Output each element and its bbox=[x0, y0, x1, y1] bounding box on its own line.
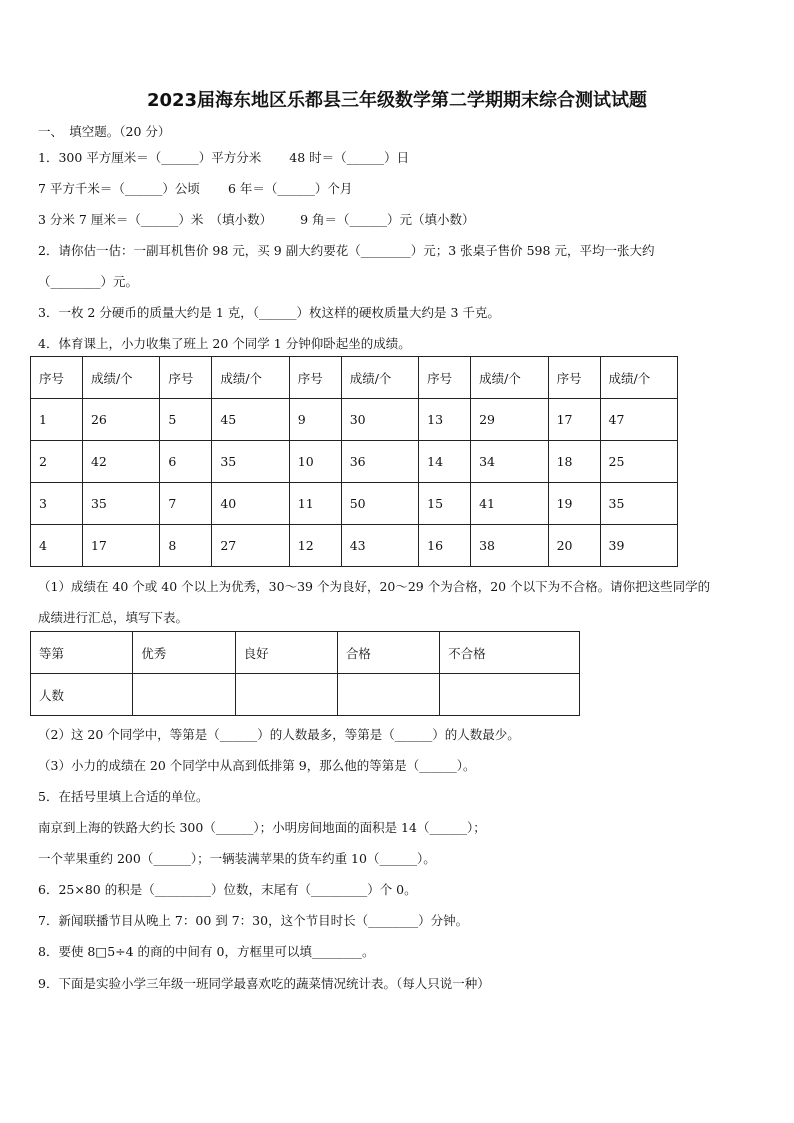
table-cell: 40 bbox=[212, 483, 289, 525]
table-cell: 14 bbox=[419, 441, 471, 483]
question-1-row-2 bbox=[38, 179, 352, 197]
table-cell: 41 bbox=[471, 483, 548, 525]
table-cell: 20 bbox=[548, 525, 600, 567]
table-header-cell: 成绩/个 bbox=[600, 357, 678, 399]
table-cell: 36 bbox=[341, 441, 418, 483]
table-header-cell: 不合格 bbox=[440, 632, 580, 674]
table-header-cell: 成绩/个 bbox=[471, 357, 548, 399]
question-6: 6．25×80 的积是（_________）位数，末尾有（_________）个 0。 bbox=[38, 882, 417, 897]
table-cell: 47 bbox=[600, 399, 678, 441]
table-cell: 26 bbox=[82, 399, 159, 441]
table-header-row bbox=[31, 357, 678, 399]
table-header-cell: 序号 bbox=[548, 357, 600, 399]
table-row bbox=[31, 399, 678, 441]
table-header-cell: 序号 bbox=[160, 357, 212, 399]
question-5-line-2: 一个苹果重约 200（______）；一辆装满苹果的货车约重 10（______）。 bbox=[38, 851, 436, 866]
table-row bbox=[31, 674, 580, 716]
score-table bbox=[30, 356, 678, 567]
table-row bbox=[31, 525, 678, 567]
table-cell: 27 bbox=[212, 525, 289, 567]
question-1e: 3 分米 7 厘米＝（______）米 （填小数） bbox=[38, 212, 273, 227]
question-1f: 9 角＝（______）元（填小数） bbox=[300, 212, 475, 227]
table-cell: 4 bbox=[31, 525, 83, 567]
table-header-cell: 序号 bbox=[289, 357, 341, 399]
table-cell: 18 bbox=[548, 441, 600, 483]
table-row bbox=[31, 441, 678, 483]
page-title: 2023届海东地区乐都县三年级数学第二学期期末综合测试试题 bbox=[146, 90, 648, 111]
table-cell: 45 bbox=[212, 399, 289, 441]
table-cell: 42 bbox=[82, 441, 159, 483]
table-cell: 19 bbox=[548, 483, 600, 525]
blank-answer-cell bbox=[440, 674, 580, 716]
table-cell: 50 bbox=[341, 483, 418, 525]
table-cell: 17 bbox=[548, 399, 600, 441]
table-cell: 39 bbox=[600, 525, 678, 567]
question-4-part-3: （3）小力的成绩在 20 个同学中从高到低排第 9，那么他的等第是（______）。 bbox=[38, 758, 476, 773]
table-cell: 35 bbox=[82, 483, 159, 525]
table-cell: 43 bbox=[341, 525, 418, 567]
table-cell: 5 bbox=[160, 399, 212, 441]
table-cell: 3 bbox=[31, 483, 83, 525]
table-cell: 29 bbox=[471, 399, 548, 441]
table-row bbox=[31, 483, 678, 525]
blank-answer-cell bbox=[337, 674, 439, 716]
table-cell: 7 bbox=[160, 483, 212, 525]
blank-answer-cell bbox=[235, 674, 337, 716]
table-cell: 2 bbox=[31, 441, 83, 483]
question-9: 9．下面是实验小学三年级一班同学最喜欢吃的蔬菜情况统计表。（每人只说一种） bbox=[38, 976, 490, 991]
question-4-part-2: （2）这 20 个同学中，等第是（______）的人数最多，等第是（______）的人数最少。 bbox=[38, 727, 520, 742]
question-2-line-1: 2．请你估一估：一副耳机售价 98 元，买 9 副大约要花（________）元；3 张桌子售价 598 元，平均一张大约 bbox=[38, 243, 655, 258]
table-cell: 13 bbox=[419, 399, 471, 441]
table-header-cell: 良好 bbox=[235, 632, 337, 674]
table-cell: 8 bbox=[160, 525, 212, 567]
table-cell: 9 bbox=[289, 399, 341, 441]
table-cell: 15 bbox=[419, 483, 471, 525]
table-cell: 12 bbox=[289, 525, 341, 567]
table-cell: 6 bbox=[160, 441, 212, 483]
table-row-label: 人数 bbox=[31, 674, 133, 716]
question-1-row-1 bbox=[38, 148, 409, 166]
table-cell: 35 bbox=[600, 483, 678, 525]
table-cell: 35 bbox=[212, 441, 289, 483]
table-cell: 10 bbox=[289, 441, 341, 483]
table-cell: 17 bbox=[82, 525, 159, 567]
question-1c: 7 平方千米＝（______）公顷 bbox=[38, 181, 200, 196]
question-1-row-3 bbox=[38, 210, 475, 228]
table-cell: 30 bbox=[341, 399, 418, 441]
question-1b: 48 时＝（______）日 bbox=[289, 150, 410, 165]
question-2-line-2: （________）元。 bbox=[38, 274, 139, 289]
section-heading: 一、 填空题。（20 分） bbox=[38, 124, 171, 139]
table-header-cell: 成绩/个 bbox=[212, 357, 289, 399]
table-header-cell: 成绩/个 bbox=[341, 357, 418, 399]
table-header-row bbox=[31, 632, 580, 674]
question-5: 5．在括号里填上合适的单位。 bbox=[38, 789, 209, 804]
table-cell: 1 bbox=[31, 399, 83, 441]
question-4-part-1-line-2: 成绩进行汇总，填写下表。 bbox=[38, 610, 189, 625]
table-cell: 38 bbox=[471, 525, 548, 567]
table-cell: 34 bbox=[471, 441, 548, 483]
table-header-cell: 等第 bbox=[31, 632, 133, 674]
question-3: 3．一枚 2 分硬币的质量大约是 1 克，（______）枚这样的硬枚质量大约是 3 千克。 bbox=[38, 305, 500, 320]
blank-answer-cell bbox=[133, 674, 235, 716]
table-header-cell: 序号 bbox=[419, 357, 471, 399]
question-5-line-1: 南京到上海的铁路大约长 300（______）；小明房间地面的面积是 14（______）； bbox=[38, 820, 486, 835]
table-header-cell: 优秀 bbox=[133, 632, 235, 674]
question-8: 8．要使 8□5÷4 的商的中间有 0，方框里可以填________。 bbox=[38, 944, 375, 959]
table-cell: 25 bbox=[600, 441, 678, 483]
question-4: 4．体育课上，小力收集了班上 20 个同学 1 分钟仰卧起坐的成绩。 bbox=[38, 336, 411, 351]
table-cell: 11 bbox=[289, 483, 341, 525]
grade-table bbox=[30, 631, 580, 716]
question-1a: 1．300 平方厘米＝（______）平方分米 bbox=[38, 150, 262, 165]
table-header-cell: 序号 bbox=[31, 357, 83, 399]
question-4-part-1-line-1: （1）成绩在 40 个或 40 个以上为优秀，30～39 个为良好，20～29 个为合格，20 个以下为不合格。请你把这些同学的 bbox=[38, 579, 711, 594]
question-1d: 6 年＝（______）个月 bbox=[227, 181, 353, 196]
table-header-cell: 成绩/个 bbox=[82, 357, 159, 399]
table-header-cell: 合格 bbox=[337, 632, 439, 674]
table-cell: 16 bbox=[419, 525, 471, 567]
question-7: 7．新闻联播节目从晚上 7：00 到 7：30，这个节目时长（________）分钟。 bbox=[38, 913, 469, 928]
